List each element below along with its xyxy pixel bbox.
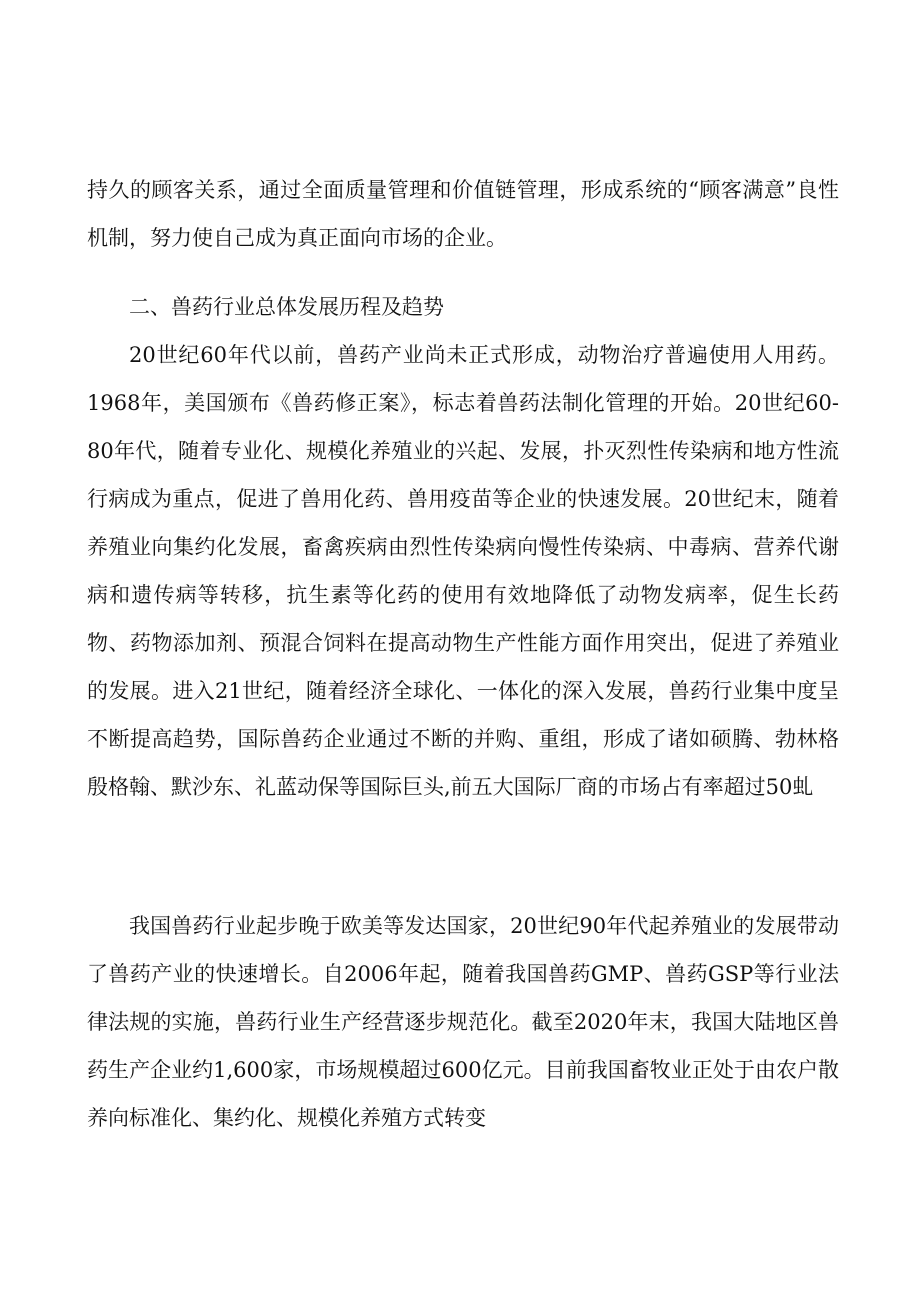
paragraph-continuation (87, 166, 839, 262)
section-heading-text: 二、兽药行业总体发展历程及趋势 (129, 295, 444, 319)
paragraph-history (87, 331, 839, 811)
paragraph-china (87, 902, 839, 1142)
paragraph-text: 持久的顾客关系，通过全面质量管理和价值链管理，形成系统的“顾客满意”良性机制，努力使自己成为真正面向市场的企业。 (87, 178, 839, 250)
paragraph-text: 我国兽药行业起步晚于欧美等发达国家，20世纪90年代起养殖业的发展带动了兽药产业的快速增长。自2006年起，随着我国兽药GMP、兽药GSP等行业法律法规的实施，兽药行业生产经营逐步规范化。截至2020年末，我国大陆地区兽药生产企业约1,600家，市场规模超过600亿元。目前我国畜牧业正处于由农户散养向标准化、集约化、规模化养殖方式转变 (87, 914, 839, 1130)
section-heading (87, 283, 839, 331)
paragraph-text: 20世纪60年代以前，兽药产业尚未正式形成，动物治疗普遍使用人用药。1968年，美国颁布《兽药修正案》，标志着兽药法制化管理的开始。20世纪60-80年代，随着专业化、规模化养殖业的兴起、发展，扑灭烈性传染病和地方性流行病成为重点，促进了兽用化药、兽用疫苗等企业的快速发展。20世纪末，随着养殖业向集约化发展，畜禽疾病由烈性传染病向慢性传染病、中毒病、营养代谢病和遗传病等转移，抗生素等化药的使用有效地降低了动物发病率，促生长药物、药物添加剂、预混合饲料在提高动物生产性能方面作用突出，促进了养殖业的发展。进入21世纪，随着经济全球化、一体化的深入发展，兽药行业集中度呈不断提高趋势，国际兽药企业通过不断的并购、重组，形成了诸如硕腾、勃林格殷格翰、默沙东、礼蓝动保等国际巨头,前五大国际厂商的市场占有率超过50虬 (87, 343, 839, 799)
